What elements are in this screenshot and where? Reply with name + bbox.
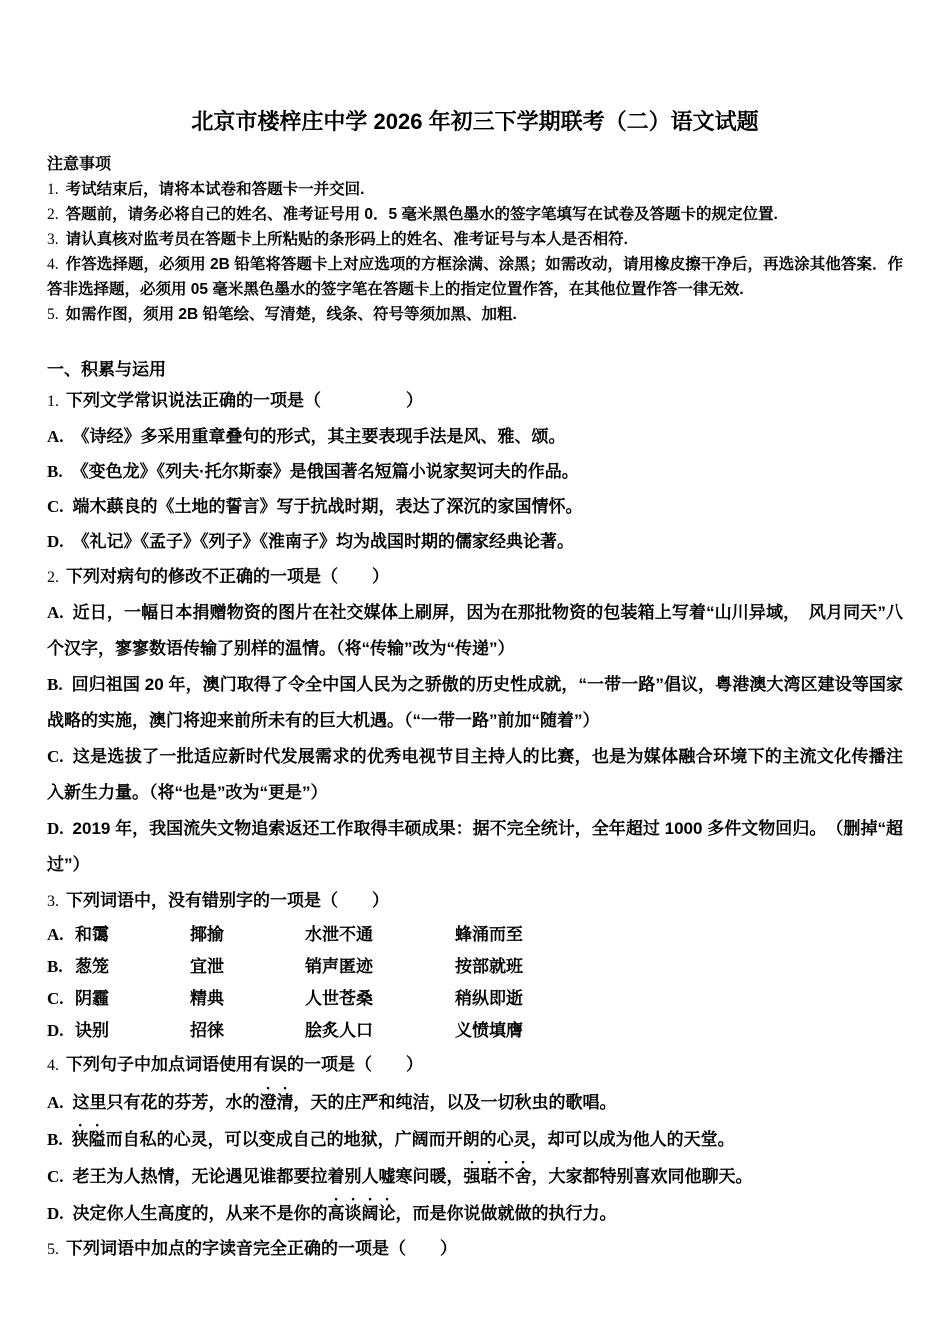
word-item: 水泄不通 bbox=[305, 925, 373, 944]
emphasized-word: 高谈阔论 bbox=[327, 1204, 396, 1223]
question-stem-text: 下列句子中加点词语使用有误的一项是（ ） bbox=[66, 1055, 423, 1074]
q3-option-b bbox=[47, 951, 903, 983]
question-stem-text: 下列文学常识说法正确的一项是（ ） bbox=[66, 391, 423, 410]
option-label: A. bbox=[47, 603, 64, 622]
q4-option-c bbox=[47, 1157, 903, 1194]
option-label: A. bbox=[47, 427, 64, 446]
option-label: C. bbox=[47, 1167, 64, 1186]
question-stem-text: 下列对病句的修改不正确的一项是（ ） bbox=[66, 567, 389, 586]
option-label: A. bbox=[47, 925, 64, 944]
question-4-stem bbox=[47, 1047, 903, 1083]
emphasized-word: 狭隘 bbox=[71, 1130, 106, 1149]
question-stem-text: 下列词语中，没有错别字的一项是（ ） bbox=[66, 891, 389, 910]
word-item: 葱笼 bbox=[75, 957, 109, 976]
question-number: 4. bbox=[47, 1057, 59, 1074]
question-1-stem bbox=[47, 383, 903, 419]
option-text-post: ，天的庄严和纯洁，以及一切秋虫的歌唱。 bbox=[293, 1093, 617, 1112]
q2-option-a bbox=[47, 595, 903, 667]
option-label: B. bbox=[47, 675, 63, 694]
q4-option-d bbox=[47, 1194, 903, 1231]
word-item: 诀别 bbox=[75, 1021, 109, 1040]
notice-item-text: 答题前，请务必将自己的姓名、准考证号用 0．5 毫米黑色墨水的签字笔填写在试卷及答题卡的规定位置. bbox=[65, 206, 778, 223]
q1-option-a bbox=[47, 419, 903, 454]
q3-option-c bbox=[47, 983, 903, 1015]
notice-item-number: 5. bbox=[47, 306, 59, 323]
question-5-stem bbox=[47, 1231, 903, 1267]
option-text: 端木蕻良的《土地的誓言》写于抗战时期，表达了深沉的家国情怀。 bbox=[72, 497, 583, 516]
notice-item bbox=[47, 302, 903, 327]
option-text-pre: 老王为人热情，无论遇见谁都要拉着别人嘘寒问暖， bbox=[72, 1167, 464, 1186]
question-number: 5. bbox=[47, 1241, 59, 1258]
word-item: 和霭 bbox=[75, 925, 109, 944]
word-item: 人世苍桑 bbox=[305, 989, 373, 1008]
option-text: 这是选拔了一批适应新时代发展需求的优秀电视节目主持人的比赛，也是为媒体融合环境下的主流文化传播注入新生力量。（将“也是”改为“更是”） bbox=[47, 747, 903, 802]
notice-item-text: 作答选择题，必须用 2B 铅笔将答题卡上对应选项的方框涂满、涂黑；如需改动，请用橡皮擦干净后，再选涂其他答案．作答非选择题，必须用 05 毫米黑色墨水的签字笔在答题卡上的指定位置作答，在其他位置作答一律无效. bbox=[47, 256, 903, 298]
option-label: B. bbox=[47, 462, 63, 481]
notice-item-text: 考试结束后，请将本试卷和答题卡一并交回. bbox=[65, 181, 365, 198]
notice-item bbox=[47, 252, 903, 302]
option-text: 近日，一幅日本捐赠物资的图片在社交媒体上刷屏，因为在那批物资的包装箱上写着“山川异域， 风月同天”八个汉字，寥寥数语传输了别样的温情。（将“传输”改为“传递”） bbox=[47, 603, 903, 658]
notice-item-number: 2. bbox=[47, 206, 59, 223]
option-label: C. bbox=[47, 497, 64, 516]
option-label: B. bbox=[47, 957, 63, 976]
notice-heading: 注意事项 bbox=[47, 156, 112, 173]
option-label: D. bbox=[47, 1021, 64, 1040]
notice-item bbox=[47, 227, 903, 252]
word-item: 招徕 bbox=[190, 1021, 224, 1040]
word-item: 精典 bbox=[190, 989, 224, 1008]
option-label: D. bbox=[47, 819, 64, 838]
option-text-post: 而自私的心灵，可以变成自己的地狱，广阔而开朗的心灵，却可以成为他人的天堂。 bbox=[105, 1130, 735, 1149]
option-text: 2019 年，我国流失文物追索返还工作取得丰硕成果：据不完全统计，全年超过 1000 多件文物回归。 （删掉“超过”） bbox=[47, 819, 903, 874]
word-item: 脍炙人口 bbox=[305, 1021, 373, 1040]
q1-option-c bbox=[47, 489, 903, 524]
word-item: 阴霾 bbox=[75, 989, 109, 1008]
word-item: 揶揄 bbox=[190, 925, 224, 944]
option-text: 《变色龙》《列夫·托尔斯泰》是俄国著名短篇小说家契诃夫的作品。 bbox=[71, 462, 579, 481]
q3-option-d bbox=[47, 1015, 903, 1047]
option-text: 《礼记》《孟子》《列子》《淮南子》均为战国时期的儒家经典论著。 bbox=[72, 532, 575, 551]
option-label: D. bbox=[47, 1204, 64, 1223]
q2-option-b bbox=[47, 667, 903, 739]
q1-option-b bbox=[47, 454, 903, 489]
question-number: 1. bbox=[47, 393, 59, 410]
word-item: 宜泄 bbox=[190, 957, 224, 976]
word-item: 按部就班 bbox=[455, 957, 523, 976]
question-3-stem bbox=[47, 883, 903, 919]
question-stem-text: 下列词语中加点的字读音完全正确的一项是（ ） bbox=[66, 1239, 457, 1258]
question-2-stem bbox=[47, 559, 903, 595]
word-item: 蜂涌而至 bbox=[455, 925, 523, 944]
page-title: 北京市楼梓庄中学 2026 年初三下学期联考（二）语文试题 bbox=[191, 109, 759, 134]
notice-item-number: 1. bbox=[47, 181, 59, 198]
notice-item-number: 4. bbox=[47, 256, 59, 273]
notice-item-text: 请认真核对监考员在答题卡上所粘贴的条形码上的姓名、准考证号与本人是否相符. bbox=[65, 231, 628, 248]
q3-option-a bbox=[47, 919, 903, 951]
question-number: 3. bbox=[47, 893, 59, 910]
option-label: B. bbox=[47, 1130, 63, 1149]
q2-option-d bbox=[47, 811, 903, 883]
emphasized-word: 强聒不舍 bbox=[463, 1167, 532, 1186]
q2-option-c bbox=[47, 739, 903, 811]
option-label: C. bbox=[47, 989, 64, 1008]
notice-item-text: 如需作图，须用 2B 铅笔绘、写清楚，线条、符号等须加黑、加粗. bbox=[65, 306, 517, 323]
option-text-post: ，大家都特别喜欢同他聊天。 bbox=[531, 1167, 753, 1186]
option-text-pre: 这里只有花的芬芳，水的 bbox=[72, 1093, 260, 1112]
option-text-pre: 决定你人生高度的，从来不是你的 bbox=[72, 1204, 328, 1223]
option-text: 《诗经》多采用重章叠句的形式，其主要表现手法是风、雅、颂。 bbox=[72, 427, 566, 446]
word-item: 销声匿迹 bbox=[305, 957, 373, 976]
section-heading: 一、积累与运用 bbox=[47, 360, 166, 379]
word-item: 义愤填膺 bbox=[455, 1021, 523, 1040]
notice-item bbox=[47, 202, 903, 227]
option-text-post: ，而是你说做就做的执行力。 bbox=[395, 1204, 617, 1223]
notice-item-number: 3. bbox=[47, 231, 59, 248]
q4-option-b bbox=[47, 1120, 903, 1157]
question-number: 2. bbox=[47, 569, 59, 586]
emphasized-word: 澄清 bbox=[259, 1093, 294, 1112]
option-label: D. bbox=[47, 532, 64, 551]
notice-item bbox=[47, 177, 903, 202]
option-label: A. bbox=[47, 1093, 64, 1112]
option-label: C. bbox=[47, 747, 64, 766]
option-text: 回归祖国 20 年，澳门取得了令全中国人民为之骄傲的历史性成就，“一带一路”倡议，粤港澳大湾区建设等国家战略的实施，澳门将迎来前所未有的巨大机遇。（“一带一路”前加“随着”） bbox=[47, 675, 903, 730]
q1-option-d bbox=[47, 524, 903, 559]
q4-option-a bbox=[47, 1083, 903, 1120]
word-item: 稍纵即逝 bbox=[455, 989, 523, 1008]
